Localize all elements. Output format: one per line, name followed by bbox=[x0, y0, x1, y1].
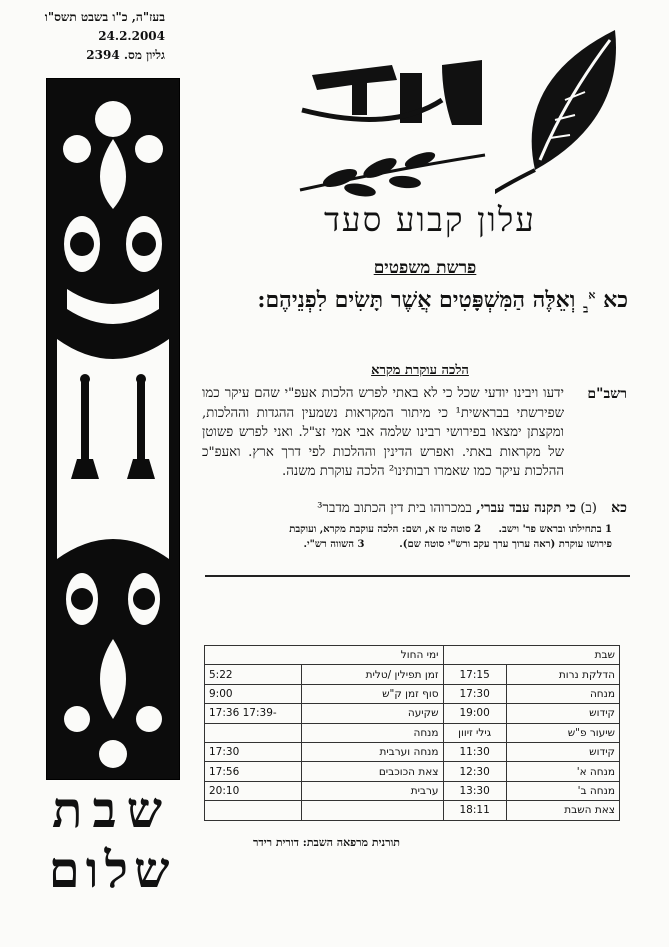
weekday-header: ימי החול bbox=[205, 646, 444, 665]
cell: 19:00 bbox=[443, 704, 506, 723]
cell: שיעור פ"ש bbox=[506, 723, 619, 742]
table-row bbox=[205, 801, 620, 820]
cell: 11:30 bbox=[443, 742, 506, 761]
cell: סוף זמן ק"ש bbox=[301, 684, 443, 703]
opening-verse bbox=[240, 287, 628, 315]
issue-meta bbox=[30, 8, 165, 65]
verse-ref-2: כא bbox=[611, 500, 627, 516]
table-row bbox=[205, 781, 620, 800]
shabbat-header: שבת bbox=[443, 646, 619, 665]
cell: 9:00 bbox=[205, 684, 302, 703]
footnote-line-1: 1 בתחילתו ובראש פר' וישב. 2 סוטה טז א, ושם: הלכה עוקבת מקרא, ועוקבת bbox=[289, 524, 612, 535]
hebrew-date: בעז"ה, כ"ו בשבט תשס"ו bbox=[44, 10, 165, 24]
shalom-word: שלום bbox=[48, 840, 176, 899]
cell: קידוש bbox=[506, 704, 619, 723]
cell: מנחה א' bbox=[506, 762, 619, 781]
newsletter-subtitle: עלון קבוע סעד bbox=[324, 200, 536, 239]
floral-ornament-icon bbox=[47, 79, 179, 779]
cell: 17:56 bbox=[205, 762, 302, 781]
verse-text: וְאֵלֶּה הַמִּשְׁפָּטִים אֲשֶׁר תָּשִׂים לִפְנֵיהֶם: bbox=[257, 287, 576, 313]
issue-number: גליון מס. 2394 bbox=[86, 48, 165, 62]
nurse-credit: תורנית מרפאה השבת: דורית רידר bbox=[253, 836, 400, 849]
cell bbox=[301, 801, 443, 820]
verse-paren: (ב) bbox=[580, 501, 597, 516]
cell: 18:11 bbox=[443, 801, 506, 820]
cell: 17:30 bbox=[443, 684, 506, 703]
cell: גילי זיוון bbox=[443, 723, 506, 742]
verse-ref: כא bbox=[603, 287, 628, 313]
table-header-row bbox=[205, 646, 620, 665]
verse-sub: ב bbox=[583, 302, 589, 316]
article-author: רשב"ם bbox=[587, 386, 627, 402]
cell: מנחה bbox=[506, 684, 619, 703]
gregorian-date: 24.2.2004 bbox=[98, 29, 165, 43]
cell: צאת הכוכבים bbox=[301, 762, 443, 781]
article-title: הלכה עוקרת מקרא bbox=[371, 363, 469, 378]
parasha-title: פרשת משפטים bbox=[373, 258, 477, 278]
cell: 20:10 bbox=[205, 781, 302, 800]
decorative-banner bbox=[46, 78, 180, 780]
shabbat-word: שבת bbox=[52, 780, 172, 839]
divider bbox=[205, 575, 630, 577]
cell: צאת השבת bbox=[506, 801, 619, 820]
leaf-branch-icon bbox=[290, 130, 490, 200]
cell: ערבית bbox=[301, 781, 443, 800]
cell bbox=[205, 723, 302, 742]
article-body: ידעו ויבינו יודעי שכל כי לא באתי לפרש הלכות אעפ"י שהם עיקר כמו שפירשתי בבראשית¹ כי מיתור המקראות נשמעין ההגדות וההלכות, ומקצתן ימצאו בפירושי רבינו שלמה אבי אמי זצ"ל. ואני לפרש פשוטן של מקראות באתי. ואפרש הדינין וההלכות לפי דרך ארץ. ואעפ"כ ההלכות עיקר כמו שאמרו רבותינו² הלכה עוקרת משנה. bbox=[202, 386, 564, 480]
leaf-icon bbox=[495, 20, 625, 200]
verse-quote bbox=[202, 500, 597, 516]
cell: זמן תפילין /טלית bbox=[301, 665, 443, 684]
cell bbox=[205, 801, 302, 820]
cell: 5:22 bbox=[205, 665, 302, 684]
verse-quote-rest: במכרוהו בית דין הכתוב מדבר³ bbox=[317, 501, 472, 516]
cell: 17:30 bbox=[205, 742, 302, 761]
table-row bbox=[205, 742, 620, 761]
cell: קידוש bbox=[506, 742, 619, 761]
logo-wordmark bbox=[292, 55, 492, 135]
cell: 12:30 bbox=[443, 762, 506, 781]
cell: מנחה bbox=[301, 723, 443, 742]
table-row bbox=[205, 704, 620, 723]
cell: הדלקת נרות bbox=[506, 665, 619, 684]
cell: שקיעה bbox=[301, 704, 443, 723]
cell: 17:15 bbox=[443, 665, 506, 684]
verse-mark: א bbox=[588, 288, 596, 302]
cell: מנחה ב' bbox=[506, 781, 619, 800]
footnote-line-2: פירושו עוקרת (ראה ערוך ערך עקב ורש"י סוטה שם). 3 השווה רש"י. bbox=[303, 539, 612, 550]
table-row bbox=[205, 762, 620, 781]
cell: -17:39 17:36 bbox=[205, 704, 302, 723]
table-row bbox=[205, 684, 620, 703]
verse-quote-bold: כי תקנה עבד עברי, bbox=[475, 501, 576, 516]
cell: 13:30 bbox=[443, 781, 506, 800]
table-row bbox=[205, 723, 620, 742]
footnotes bbox=[202, 522, 612, 552]
prayer-times-table bbox=[204, 645, 620, 821]
cell: מנחה וערבית bbox=[301, 742, 443, 761]
table-row bbox=[205, 665, 620, 684]
